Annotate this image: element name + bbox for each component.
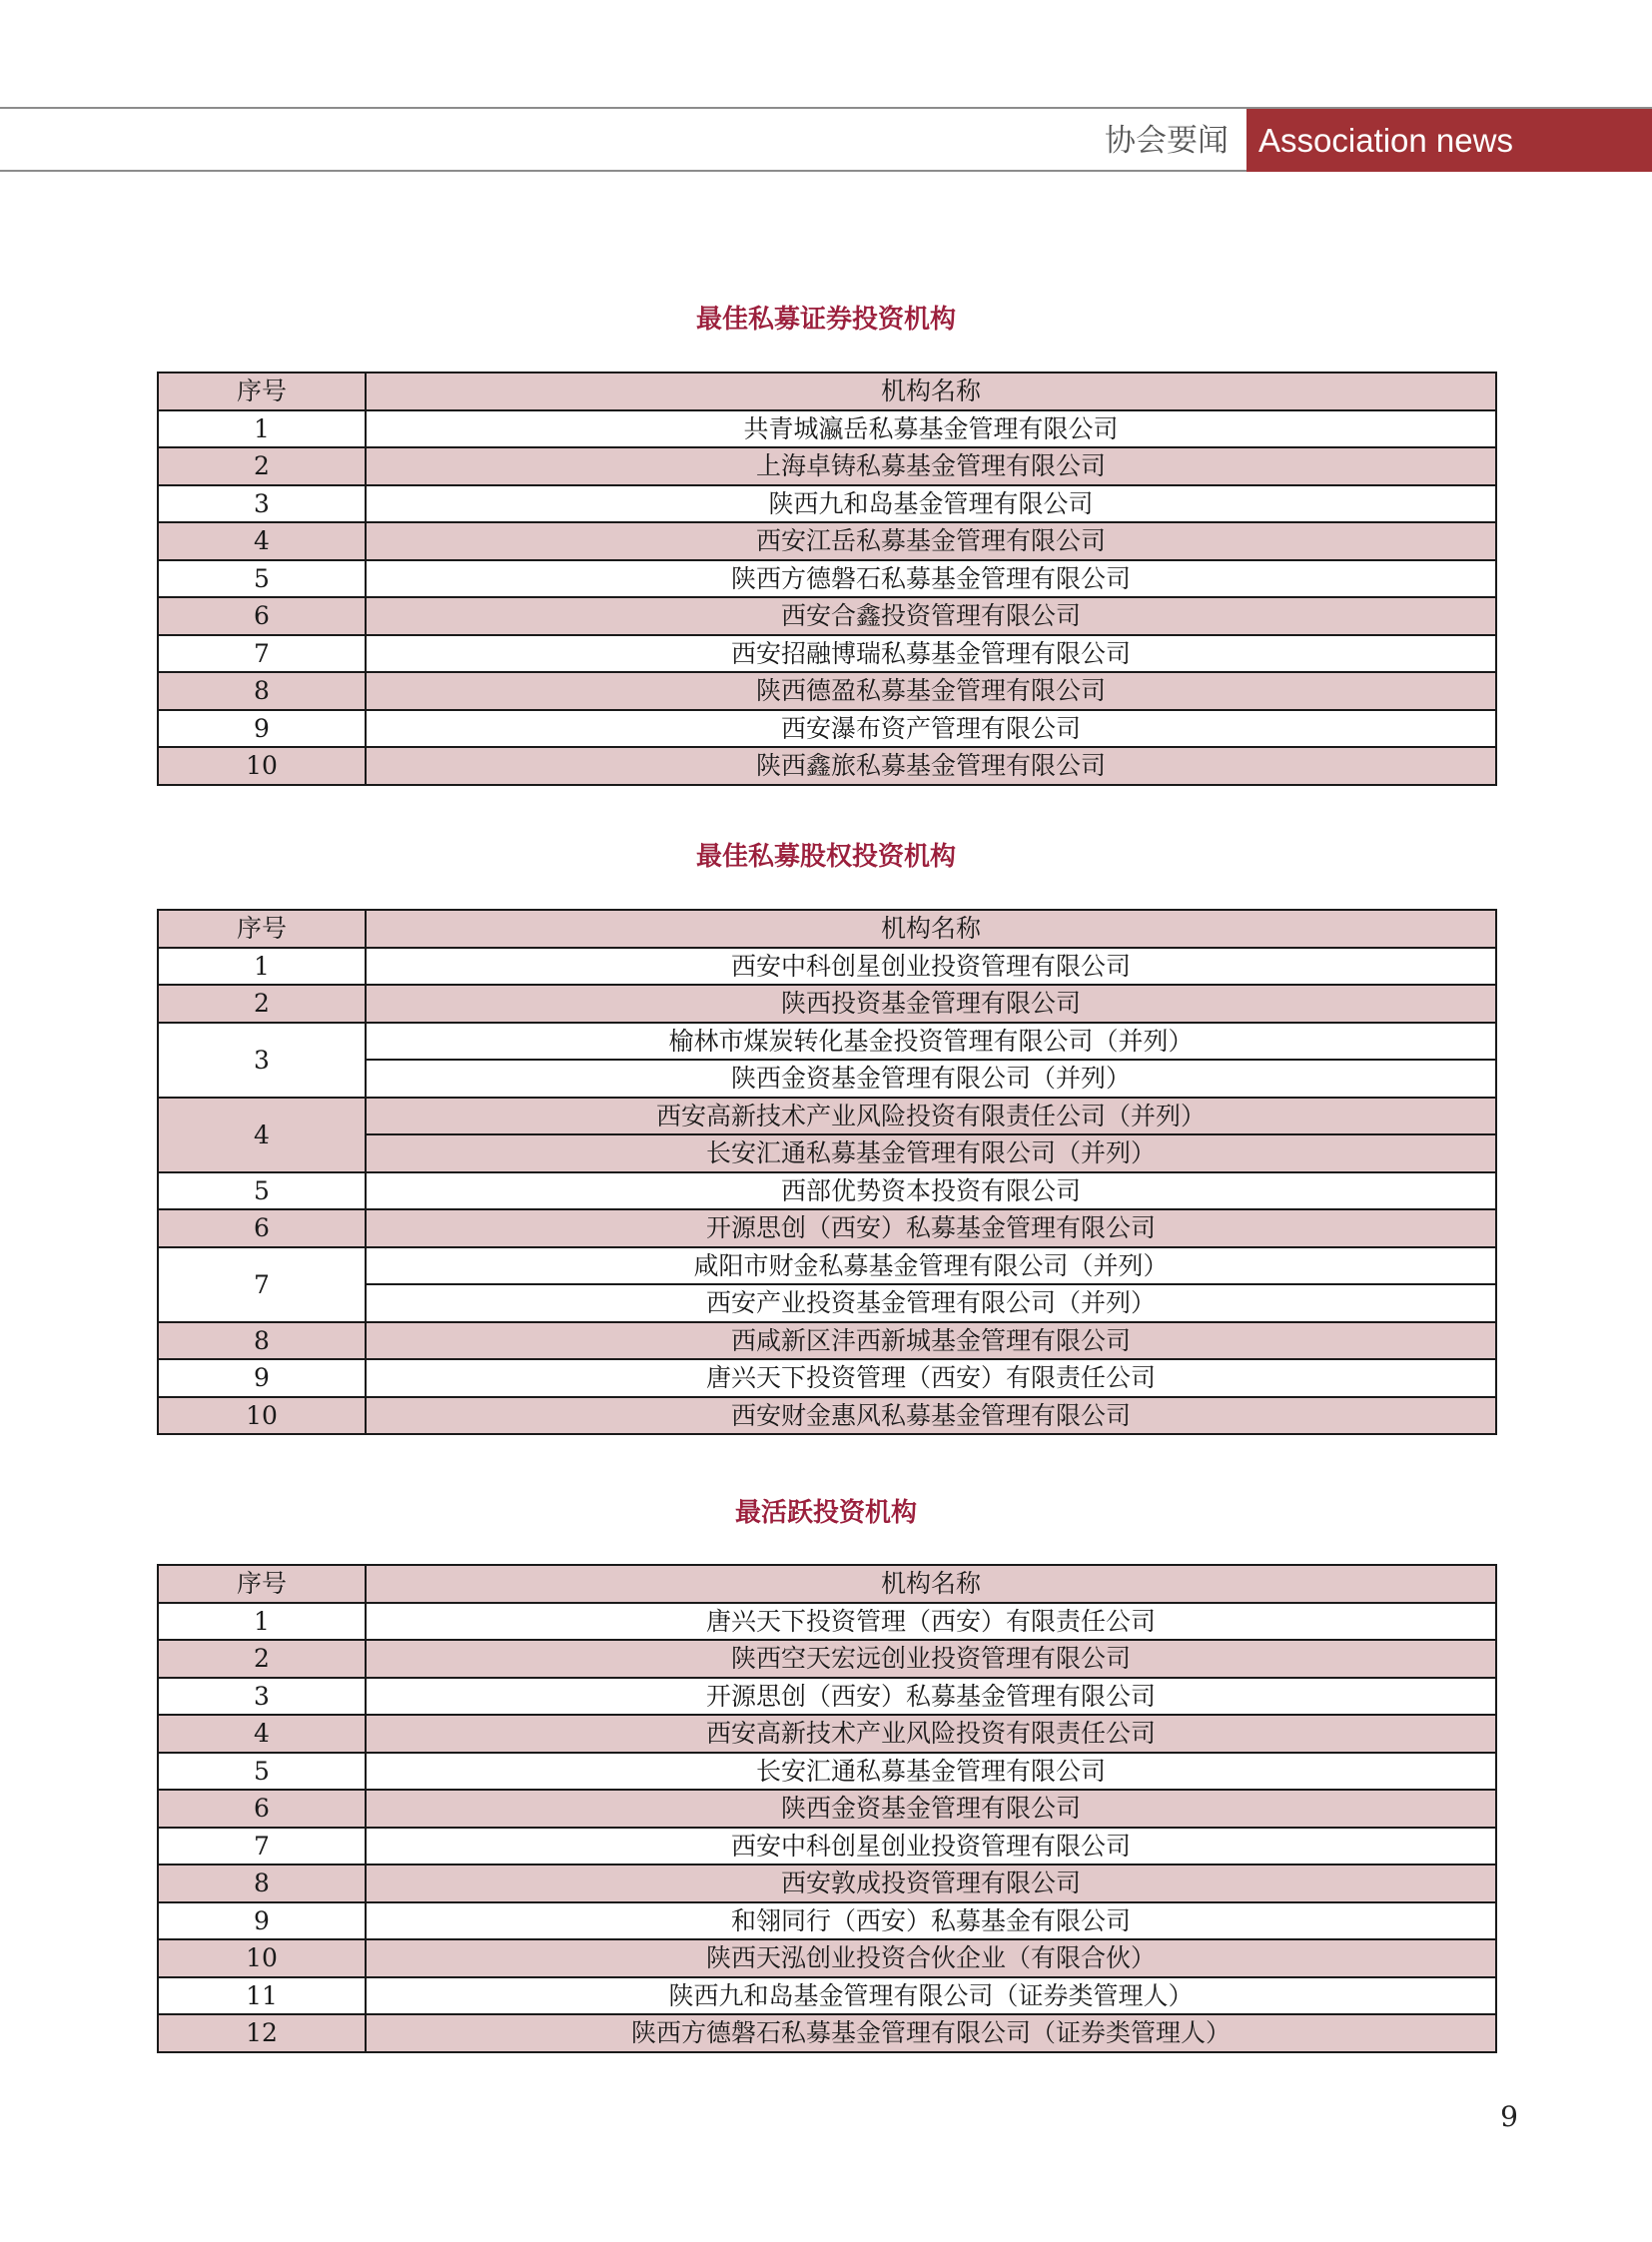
table-row (158, 710, 1496, 748)
institution-name: 唐兴天下投资管理（西安）有限责任公司 (366, 1603, 1496, 1641)
row-number: 11 (158, 1977, 366, 2015)
table-row (158, 447, 1496, 485)
institution-name: 陕西投资基金管理有限公司 (366, 985, 1496, 1023)
row-number: 9 (158, 710, 366, 748)
table-row (158, 747, 1496, 785)
institution-name: 榆林市煤炭转化基金投资管理有限公司（并列） (366, 1023, 1496, 1061)
table-row (158, 1939, 1496, 1977)
row-number: 8 (158, 1865, 366, 1902)
institution-name: 长安汇通私募基金管理有限公司 (366, 1753, 1496, 1791)
institution-name: 陕西方德磐石私募基金管理有限公司（证券类管理人） (366, 2014, 1496, 2052)
row-number: 1 (158, 948, 366, 986)
row-number: 10 (158, 747, 366, 785)
institution-name: 陕西鑫旅私募基金管理有限公司 (366, 747, 1496, 785)
table-row (158, 2014, 1496, 2052)
institution-name: 上海卓铸私募基金管理有限公司 (366, 447, 1496, 485)
row-number: 3 (158, 1023, 366, 1098)
row-number: 5 (158, 560, 366, 598)
row-number: 8 (158, 672, 366, 710)
institution-name: 陕西九和岛基金管理有限公司 (366, 485, 1496, 523)
institution-name: 和翎同行（西安）私募基金有限公司 (366, 1902, 1496, 1940)
column-header-name: 机构名称 (366, 1565, 1496, 1603)
table-title-securities: 最佳私募证券投资机构 (695, 305, 956, 335)
table-row (158, 1715, 1496, 1753)
table-row (158, 1397, 1496, 1435)
table-row (158, 1828, 1496, 1866)
table-equity (157, 909, 1497, 1435)
table-row (158, 948, 1496, 986)
row-number: 9 (158, 1359, 366, 1397)
row-number: 6 (158, 1209, 366, 1247)
table-row (158, 1023, 1496, 1061)
table-row (158, 1098, 1496, 1135)
table-row (158, 1209, 1496, 1247)
institution-name: 西安高新技术产业风险投资有限责任公司 (366, 1715, 1496, 1753)
table-row (158, 1359, 1496, 1397)
institution-name: 西安产业投资基金管理有限公司（并列） (366, 1284, 1496, 1322)
table-row (158, 1603, 1496, 1641)
institution-name: 陕西天泓创业投资合伙企业（有限合伙） (366, 1939, 1496, 1977)
institution-name: 西安江岳私募基金管理有限公司 (366, 522, 1496, 560)
table-row (158, 1640, 1496, 1678)
header-bottom-rule (0, 170, 1246, 172)
institution-name: 唐兴天下投资管理（西安）有限责任公司 (366, 1359, 1496, 1397)
row-number: 2 (158, 985, 366, 1023)
table-row (158, 1678, 1496, 1716)
row-number: 7 (158, 1247, 366, 1322)
row-number: 8 (158, 1322, 366, 1360)
row-number: 7 (158, 1828, 366, 1866)
table-row (158, 1977, 1496, 2015)
table-row (158, 635, 1496, 673)
row-number: 1 (158, 1603, 366, 1641)
table-row (158, 1172, 1496, 1210)
row-number: 4 (158, 1098, 366, 1172)
table-active (157, 1564, 1497, 2053)
table-row (158, 1865, 1496, 1902)
column-header-number: 序号 (158, 373, 366, 410)
table-securities (157, 372, 1497, 786)
institution-name: 西安财金惠风私募基金管理有限公司 (366, 1397, 1496, 1435)
table-row (158, 985, 1496, 1023)
table-row (158, 560, 1496, 598)
row-number: 4 (158, 522, 366, 560)
section-title-english: Association news (1246, 109, 1652, 172)
row-number: 5 (158, 1753, 366, 1791)
institution-name: 西部优势资本投资有限公司 (366, 1172, 1496, 1210)
table-header-row (158, 1565, 1496, 1603)
institution-name: 西安中科创星创业投资管理有限公司 (366, 1828, 1496, 1866)
row-number: 9 (158, 1902, 366, 1940)
table-header-row (158, 373, 1496, 410)
column-header-number: 序号 (158, 910, 366, 948)
institution-name: 陕西金资基金管理有限公司（并列） (366, 1060, 1496, 1098)
institution-name: 陕西德盈私募基金管理有限公司 (366, 672, 1496, 710)
row-number: 1 (158, 410, 366, 448)
section-title-chinese: 协会要闻 (1105, 123, 1229, 159)
table-row (158, 410, 1496, 448)
table-row (158, 1790, 1496, 1828)
table-title-equity: 最佳私募股权投资机构 (695, 842, 956, 872)
institution-name: 陕西方德磐石私募基金管理有限公司 (366, 560, 1496, 598)
institution-name: 开源思创（西安）私募基金管理有限公司 (366, 1209, 1496, 1247)
table-row (158, 1322, 1496, 1360)
institution-name: 咸阳市财金私募基金管理有限公司（并列） (366, 1247, 1496, 1285)
table-row (158, 1753, 1496, 1791)
institution-name: 共青城瀛岳私募基金管理有限公司 (366, 410, 1496, 448)
institution-name: 陕西空天宏远创业投资管理有限公司 (366, 1640, 1496, 1678)
table-row (158, 1902, 1496, 1940)
column-header-number: 序号 (158, 1565, 366, 1603)
table-row (158, 1247, 1496, 1285)
table-row (158, 522, 1496, 560)
institution-name: 西安招融博瑞私募基金管理有限公司 (366, 635, 1496, 673)
row-number: 10 (158, 1397, 366, 1435)
row-number: 3 (158, 485, 366, 523)
institution-name: 西安合鑫投资管理有限公司 (366, 597, 1496, 635)
column-header-name: 机构名称 (366, 910, 1496, 948)
row-number: 10 (158, 1939, 366, 1977)
institution-name: 西安高新技术产业风险投资有限责任公司（并列） (366, 1098, 1496, 1135)
row-number: 5 (158, 1172, 366, 1210)
page-number: 9 (1500, 2100, 1518, 2133)
table-title-active: 最活跃投资机构 (734, 1498, 917, 1528)
row-number: 12 (158, 2014, 366, 2052)
table-row (158, 597, 1496, 635)
row-number: 3 (158, 1678, 366, 1716)
table-row (158, 672, 1496, 710)
institution-name: 开源思创（西安）私募基金管理有限公司 (366, 1678, 1496, 1716)
institution-name: 长安汇通私募基金管理有限公司（并列） (366, 1134, 1496, 1172)
row-number: 2 (158, 447, 366, 485)
institution-name: 西咸新区沣西新城基金管理有限公司 (366, 1322, 1496, 1360)
row-number: 2 (158, 1640, 366, 1678)
institution-name: 陕西九和岛基金管理有限公司（证券类管理人） (366, 1977, 1496, 2015)
column-header-name: 机构名称 (366, 373, 1496, 410)
table-row (158, 485, 1496, 523)
institution-name: 西安中科创星创业投资管理有限公司 (366, 948, 1496, 986)
row-number: 7 (158, 635, 366, 673)
table-header-row (158, 910, 1496, 948)
institution-name: 陕西金资基金管理有限公司 (366, 1790, 1496, 1828)
institution-name: 西安瀑布资产管理有限公司 (366, 710, 1496, 748)
institution-name: 西安敦成投资管理有限公司 (366, 1865, 1496, 1902)
row-number: 6 (158, 1790, 366, 1828)
row-number: 4 (158, 1715, 366, 1753)
row-number: 6 (158, 597, 366, 635)
